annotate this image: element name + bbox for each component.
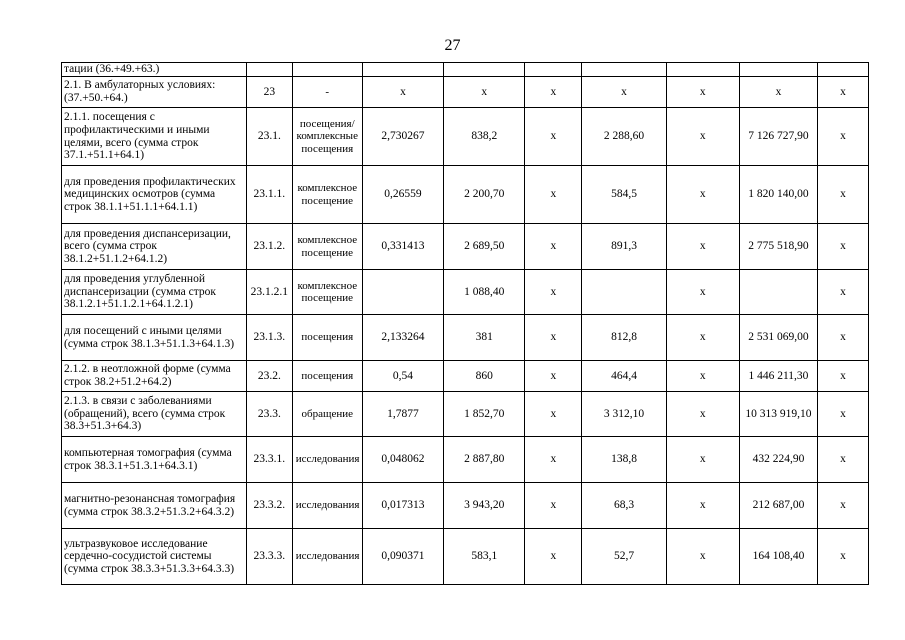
row-col9: 10 313 919,10 [739,392,817,437]
row-cost: 1 852,70 [444,392,525,437]
row-code: 23.1.2. [246,224,292,270]
table-row [62,529,869,585]
row-cost: 583,1 [444,529,525,585]
row-code: 23.3. [246,392,292,437]
row-unit: обращение [292,392,362,437]
row-col7: 812,8 [582,315,666,361]
row-norm: 0,017313 [362,483,443,529]
row-name: компьютерная томография (сумма строк 38.3.1+51.3.1+64.3.1) [62,437,247,483]
row-col10: х [818,315,869,361]
row-unit: комплексное посещение [292,270,362,315]
row-col8: х [666,224,739,270]
row-code: 23.1.2.1 [246,270,292,315]
row-name: для проведения углубленной диспансеризации (сумма строк 38.1.2.1+51.1.2.1+64.1.2.1) [62,270,247,315]
row-col10: х [818,392,869,437]
row-code [246,63,292,77]
row-unit: посещения [292,361,362,392]
table-row [62,270,869,315]
row-cost: 2 200,70 [444,166,525,224]
row-col6: х [525,270,582,315]
table-row [62,315,869,361]
row-norm: 0,331413 [362,224,443,270]
row-norm: 2,133264 [362,315,443,361]
table-row [62,361,869,392]
row-col8: х [666,529,739,585]
row-col7: 138,8 [582,437,666,483]
row-col9: 1 446 211,30 [739,361,817,392]
row-col7: 464,4 [582,361,666,392]
row-norm: х [362,77,443,108]
row-col7: 584,5 [582,166,666,224]
row-code: 23.3.3. [246,529,292,585]
row-norm: 0,26559 [362,166,443,224]
row-col7: 68,3 [582,483,666,529]
row-code: 23.1. [246,108,292,166]
table-row [62,166,869,224]
page-number: 27 [444,37,461,54]
row-norm: 1,7877 [362,392,443,437]
row-col9: 2 775 518,90 [739,224,817,270]
row-cost: 2 887,80 [444,437,525,483]
table-row [62,437,869,483]
row-col9: х [739,77,817,108]
row-name: тации (36.+49.+63.) [62,63,247,77]
row-cost: 2 689,50 [444,224,525,270]
row-col9 [739,270,817,315]
row-cost: 3 943,20 [444,483,525,529]
row-col8: х [666,270,739,315]
row-norm: 0,54 [362,361,443,392]
row-name: для посещений с иными целями (сумма строк 38.1.3+51.1.3+64.1.3) [62,315,247,361]
row-col8: х [666,166,739,224]
row-code: 23.1.1. [246,166,292,224]
row-unit: - [292,77,362,108]
row-col9: 432 224,90 [739,437,817,483]
row-unit: комплексное посещение [292,224,362,270]
row-col9: 164 108,40 [739,529,817,585]
table-row [62,77,869,108]
row-name: для проведения диспансеризации, всего (сумма строк 38.1.2+51.1.2+64.1.2) [62,224,247,270]
row-cost: х [444,77,525,108]
financing-table [61,62,869,585]
row-code: 23 [246,77,292,108]
row-col9: 1 820 140,00 [739,166,817,224]
row-cost: 860 [444,361,525,392]
row-cost: 381 [444,315,525,361]
row-col6: х [525,529,582,585]
row-col7: х [582,77,666,108]
row-col10: х [818,270,869,315]
row-unit: исследования [292,437,362,483]
row-col6: х [525,77,582,108]
row-unit: посещения/комплексные посещения [292,108,362,166]
row-unit: исследования [292,483,362,529]
row-col7 [582,63,666,77]
row-col7: 52,7 [582,529,666,585]
row-unit: исследования [292,529,362,585]
row-code: 23.3.1. [246,437,292,483]
row-unit: комплексное посещение [292,166,362,224]
row-col7: 3 312,10 [582,392,666,437]
row-code: 23.3.2. [246,483,292,529]
row-norm: 2,730267 [362,108,443,166]
row-col10: х [818,361,869,392]
row-unit: посещения [292,315,362,361]
table-row [62,483,869,529]
row-norm [362,63,443,77]
table-row [62,392,869,437]
row-col10: х [818,166,869,224]
row-name: 2.1. В амбулаторных условиях: (37.+50.+64.) [62,77,247,108]
row-name: для проведения профилактических медицинских осмотров (сумма строк 38.1.1+51.1.1+64.1.1) [62,166,247,224]
row-col8 [666,63,739,77]
row-col7 [582,270,666,315]
row-col9: 7 126 727,90 [739,108,817,166]
row-col8: х [666,392,739,437]
table-row [62,63,869,77]
row-col6: х [525,224,582,270]
row-col9: 2 531 069,00 [739,315,817,361]
row-name: ультразвуковое исследование сердечно-сосудистой системы (сумма строк 38.3.3+51.3.3+64.3.3) [62,529,247,585]
row-cost: 838,2 [444,108,525,166]
row-norm: 0,048062 [362,437,443,483]
row-col9 [739,63,817,77]
table-row [62,108,869,166]
row-col10 [818,63,869,77]
row-col6: х [525,315,582,361]
row-col6: х [525,108,582,166]
row-norm [362,270,443,315]
row-col6 [525,63,582,77]
row-cost [444,63,525,77]
row-unit [292,63,362,77]
row-col8: х [666,108,739,166]
row-norm: 0,090371 [362,529,443,585]
row-col6: х [525,392,582,437]
row-col9: 212 687,00 [739,483,817,529]
row-col10: х [818,77,869,108]
row-col6: х [525,483,582,529]
row-col8: х [666,315,739,361]
row-col7: 891,3 [582,224,666,270]
row-col10: х [818,483,869,529]
row-col6: х [525,361,582,392]
row-col6: х [525,437,582,483]
row-col10: х [818,437,869,483]
row-col8: х [666,437,739,483]
row-col6: х [525,166,582,224]
row-code: 23.2. [246,361,292,392]
row-col10: х [818,108,869,166]
row-code: 23.1.3. [246,315,292,361]
row-col8: х [666,483,739,529]
row-col10: х [818,224,869,270]
row-name: 2.1.3. в связи с заболеваниями (обращений), всего (сумма строк 38.3+51.3+64.3) [62,392,247,437]
row-col8: х [666,361,739,392]
row-name: магнитно-резонансная томография (сумма строк 38.3.2+51.3.2+64.3.2) [62,483,247,529]
row-cost: 1 088,40 [444,270,525,315]
row-col10: х [818,529,869,585]
row-col8: х [666,77,739,108]
row-col7: 2 288,60 [582,108,666,166]
row-name: 2.1.2. в неотложной форме (сумма строк 38.2+51.2+64.2) [62,361,247,392]
table-row [62,224,869,270]
row-name: 2.1.1. посещения с профилактическими и иными целями, всего (сумма строк 37.1.+51.1+64.1) [62,108,247,166]
